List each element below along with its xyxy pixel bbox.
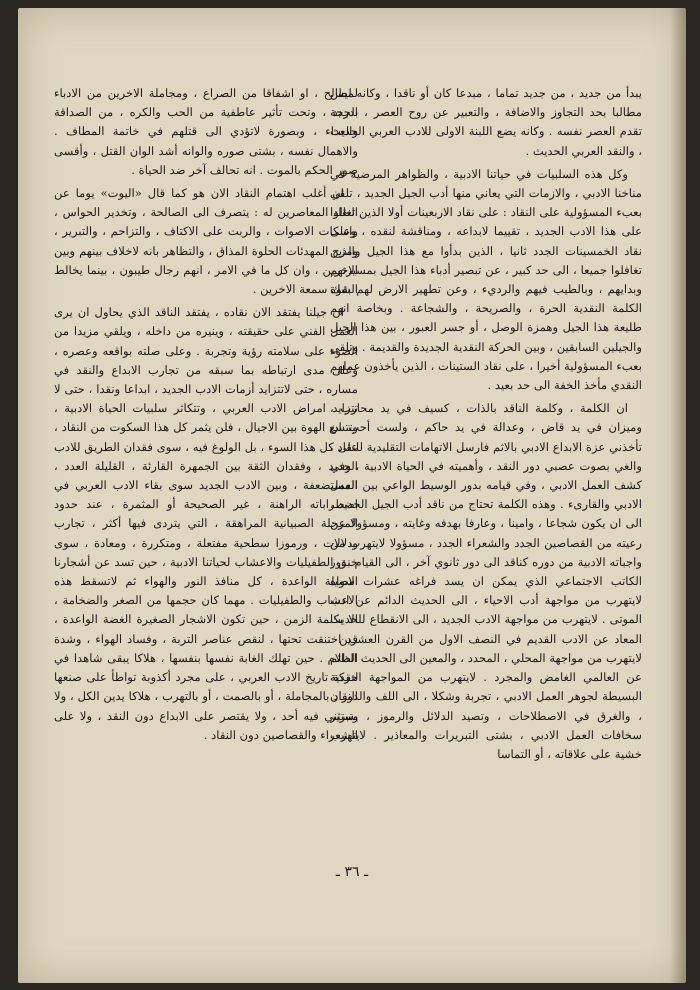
paragraph: لمطالح ، او اشفاقا من الصراع ، ومجاملة الاخرين من الادباء الجدد ، وتحت تأثير عاطفية من الحب والكره ، من الصداقة والعداء ، وبصورة لاتؤدي الى قتلهم في خاتمة المطاف . والاهمال نفسه ، بشتى صوره والوانه أشد الوان القتل ، وأقسى صور الحكم بالموت . انه تحالف آخر ضد الحياة . (54, 86, 358, 177)
right-column (330, 84, 642, 880)
page-edge-shadow (670, 8, 686, 983)
paragraph: وكل هذه السلبيات في حياتنا الادبية ، والظواهر المرضية في مناخنا الادبي ، والازمات التي يعاني منها أدب الجيل الجديد ، تلقي بعبء المسؤولية على النقاد : على نقاد الاربعينات أولا الذين تعالوا على هذا الادب الجديد ، تقييما لابداعه ، ومناقشة لنقده ، وعلى نقاد الخمسينات الجدد ثانيا ، الذين بدأوا مع هذا الجيل والذين تغافلوا جميعا ، الى حد كبير ، عن تبصير أدباء هذا الجيل بمسيرتهم وبدايهم ، وبالطيب فيهم والرديء ، وعن تطهير الارض لهم بقوة الكلمة النقدية الحرة ، والصريحة ، والشجاعة . وبخاصة انهم طليعة هذا الجيل وهمزة الوصل ، أو جسر العبور ، بين هذا الجيل والجيلين السابقين ، وبين الحركة النقدية الجديدة والقديمة . وتلقي بعبء المسؤولية أخيرا ، على نقاد الستينات ، الذين يأخذون عملهم النقدي مأخذ الخفة الى حد بعيد . (330, 166, 642, 393)
paragraph: يبدأ من جديد ، من جديد تماما ، مبدعا كان أو ناقدا ، وكانه ليس مطالبا بحد التجاوز والاضافة ، والتعبير عن روح العصر ، بدرجة تقدم العصر نفسه . وكانه يضع اللبنة الاولى للادب العربي الحديث ، والنقد العربي الحديث . (330, 86, 642, 158)
paragraph: ان أغلب اهتمام النقاد الان هو كما قال «اليوت» يوما عن النقاد المعاصرين له : يتصرف الى الصالحة ، وتخدير الحواس ، واسكات الاصوات ، والربت على الاكتاف ، والتزاحم ، والتبرير ، ومزج المهدئات الحلوة المذاق ، والتظاهر بانه لاخلاف بينهم وبين الاخرين ، وان كل ما في الامر ، انهم رجال طيبون ، بينما يخالط الشك سمعة الاخرين . (54, 186, 358, 297)
paragraph: ان جيلنا يفتقد الان نقاده ، يفتقد الناقد الذي يحاول ان يرى العمل الفني على حقيقته ، وينيره من داخله ، ويلقي مزيدا من الضوء على سلامته رؤية وتجربة . وعلى صلته بواقعه وعصره ، وعلى مدى ارتباطه بما سبقه من تجارب الابداع والنقد في مساره ، حتى لاتتزايد أزمات الادب الجديد ، ابداعا ونقدا ، حتى لا تتزايد امراض الادب العربي ، وتتكاثر سلبيات الحياة الادبية ، وتتسع الهوة بين الاجيال ، فلن يثمر كل هذا السكوت من النقاد ، على كل هذا السوء ، بل الولوغ فيه ، سوى فقدان الطريق للادب الجديد ، وفقدان الثقة بين الجمهرة القارئة ، القليلة العدد ، المستضعفة ، وبين الادب الجديد سوى بقاء الادب العربي في اضطراباته الراهنة ، غير الصحيحة أو المثمرة ، عند حدود المرحلة الصبيانية المراهقة ، التي يتردى فيها أكثر ، تجارب ودلالات ، ورموزا سطحية مفتعلة ، ومتكررة ، ومعادة ، سوى خنق الطفيليات والاعشاب لحياتنا الادبية ، حين تسد عن أشجارنا الاصيلة الواعدة ، كل منافذ النور والهواء ثم لاتسقط هذه الاعشاب والطفيليات . مهما كان حجمها من الصغر والضخامة ، الا بكلمة الزمن ، حين تكون الاشجار الصغيرة الغضة الواعدة ، قد اختنقت تحتها ، لنقص عناصر التربة ، وفساد الهواء ، وشدة الظلام . حين تهلك الغابة نفسها بنفسها ، هلاكا يبقى شاهدا في حركة تاريخ الادب العربي ، على مجرد أكذوبة تواطأ على صنعها النقاد بالمجاملة ، أو بالصمت ، أو بالتهرب ، هلاكا يدين الكل ، ولا يستثني فيه أحد ، ولا يقتصر على الابداع دون النقد ، ولا على الشعراء والقصاصين دون النقاد . (54, 305, 358, 742)
book-page (18, 8, 686, 983)
left-column (54, 84, 358, 880)
page-number: ـ ٣٦ ـ (335, 864, 369, 880)
paragraph: ان الكلمة ، وكلمة الناقد بالذات ، كسيف في يد محارب ، وميزان في يد قاض ، وعدالة في يد حاكم ، ولست أحب ان تأخذني عزة الابداع الادبي بالاثم فارسل الاتهامات التقليدية للنقاد ، والغي بصوت عصبي دور النقد ، وأهميته في الحياة الادبية ، وفي كشف العمل الادبي ، وفي قيامه بدور الوسيط الواعي بين العمل الادبي والقارىء . وهذه الكلمة تحتاج من ناقد أدب الجيل الجديد ، الى ان يكون شجاعا ، وامينا ، وعارفا بهدفه وغايته ، ومسؤولا عن رعيته من القصاصين الجدد والشعراء الجدد ، مسؤولا لايتهرب من واجباته الادبية من دوره كناقد الى دور ثانوي آخر ، الى القيام بدور الكاتب الاجتماعي الذي يمكن ان يسد فراغه عشرات سواه لايتهرب من مواجهة أدب الاحياء ، الى الحديث الدائم عن ادب الموتى . لايتهرب من مواجهة الادب الجديد ، الى الانقطاع للحديث المعاد عن الادب القديم في النصف الاول من القرن العشرين . لايتهرب من مواجهة المحلي ، المحدد ، والمعين الى الحديث الدائم عن العالمي الغامض والمجرد . لايتهرب من المواجهة النقدية البسيطة لجوهر العمل الادبي ، تجربة وشكلا ، الى اللف والدوران ، والغرق في الاصطلاحات ، وتصيد الدلائل والرموز ، وتبرير سخافات العمل الادبي ، بشتى التبريرات والمعاذير . لايتهرب خشية على علاقاته ، أو التماسا (330, 401, 642, 761)
